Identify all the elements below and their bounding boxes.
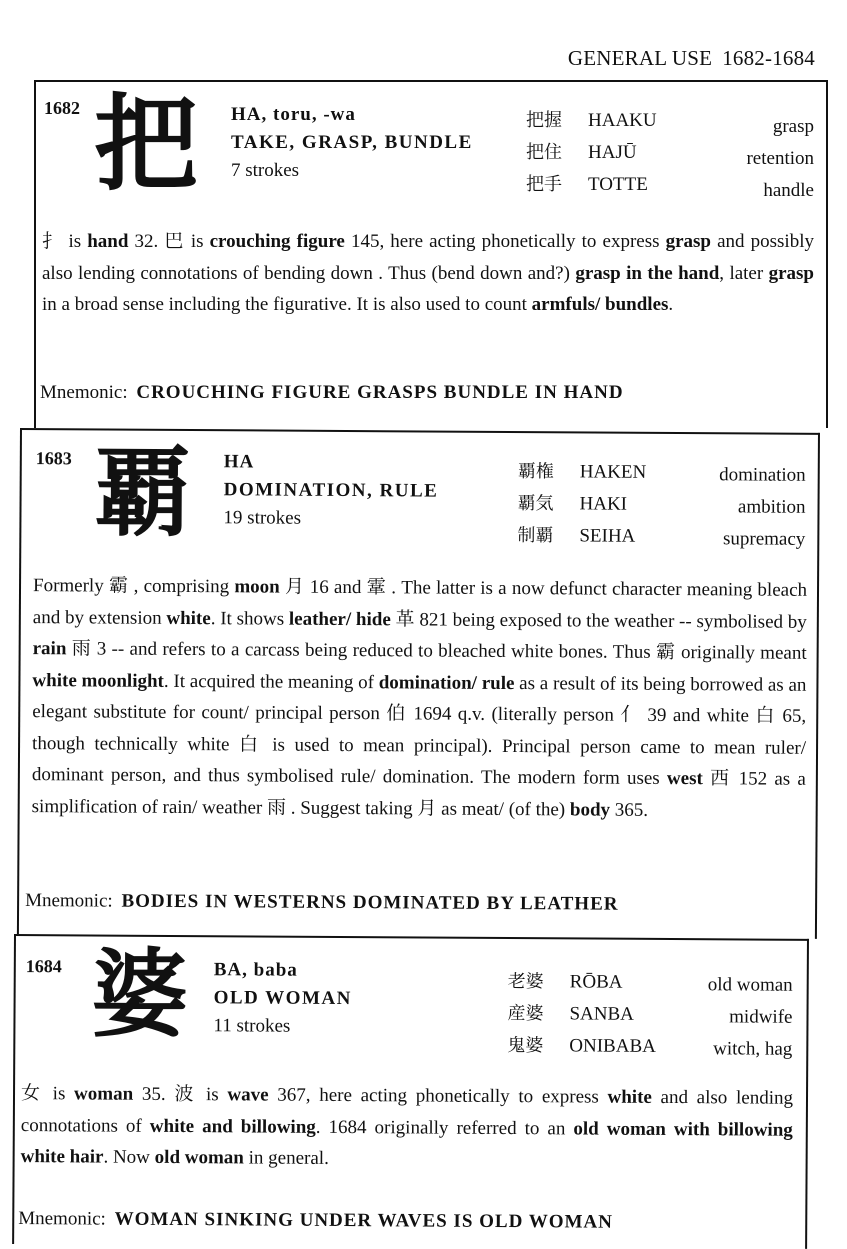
- compound-list: [517, 457, 646, 554]
- compound-row: [526, 170, 657, 202]
- kanji-glyph: 雨: [266, 796, 287, 819]
- text-run: , later: [719, 262, 769, 284]
- text-run: 1694 q.v. (literally person: [406, 703, 621, 726]
- compound-gloss: old woman: [707, 974, 793, 996]
- entry-reading: HA: [223, 451, 255, 473]
- kanji-glyph: 西: [709, 767, 732, 790]
- kanji-entry: [12, 934, 809, 1249]
- compound-kanji: 制覇: [517, 525, 554, 547]
- compound-romaji: SANBA: [569, 1003, 634, 1025]
- keyword: rain: [32, 638, 67, 660]
- keyword: grasp: [665, 231, 711, 252]
- keyword: west: [666, 767, 703, 790]
- entry-meaning: TAKE, GRASP, BUNDLE: [231, 132, 473, 153]
- text-run: 145, here acting phonetically to express: [344, 231, 666, 252]
- compound-gloss: ambition: [737, 496, 806, 518]
- keyword: old woman: [154, 1146, 244, 1169]
- page-header: [568, 46, 815, 71]
- mnemonic: [40, 382, 624, 404]
- compound-gloss: witch, hag: [713, 1038, 793, 1060]
- kanji-glyph: 亻: [620, 703, 642, 726]
- compound-gloss: midwife: [729, 1006, 793, 1028]
- compound-kanji: 老婆: [507, 971, 544, 993]
- compound-list: [526, 106, 657, 202]
- entry-strokes: 19 strokes: [223, 507, 302, 529]
- entry-kanji: 把: [94, 83, 199, 205]
- entry-heading: [223, 451, 438, 530]
- kanji-glyph: 白: [755, 704, 777, 727]
- compound-row: [517, 489, 646, 522]
- entry-number: 1683: [35, 448, 72, 469]
- text-run: . 1684 originally referred to an: [315, 1116, 574, 1139]
- text-run: is: [62, 231, 88, 252]
- kanji-glyph: 扌: [42, 230, 63, 252]
- keyword: crouching figure: [209, 231, 345, 252]
- kanji-glyph: 女: [20, 1082, 45, 1105]
- entry-meaning: OLD WOMAN: [213, 987, 352, 1010]
- compound-gloss: domination: [719, 464, 806, 486]
- text-run: . It shows: [210, 607, 289, 630]
- text-run: as a result of its being borrowed as an elegant substitute for count/ principal person: [32, 672, 807, 725]
- text-run: . The latter is a now defunct character meaning bleach and by extension: [32, 577, 808, 629]
- compound-romaji: HAJŪ: [588, 142, 637, 163]
- compound-romaji: TOTTE: [588, 174, 648, 195]
- kanji-glyph: 革: [395, 607, 415, 630]
- text-run: 35.: [133, 1083, 175, 1105]
- keyword: old woman with billowing white hair: [20, 1117, 793, 1168]
- entry-heading: [231, 104, 473, 182]
- mnemonic-text: BODIES IN WESTERNS DOMINATED BY LEATHER: [121, 890, 619, 915]
- entry-kanji: 覇: [93, 436, 192, 552]
- keyword: moon: [234, 576, 280, 598]
- text-run: is used to mean principal). Principal person came to mean ruler/ dominant person, and thus symbolised rule/ domination. The modern form uses: [31, 733, 807, 789]
- compound-list: [507, 967, 656, 1064]
- keyword: woman: [74, 1083, 134, 1105]
- entry-explanation: [42, 226, 814, 321]
- text-run: is: [197, 1084, 228, 1106]
- compound-kanji: 産婆: [507, 1003, 544, 1025]
- keyword: body: [569, 798, 611, 821]
- text-run: , comprising: [128, 575, 235, 598]
- compound-kanji: 把住: [526, 142, 562, 163]
- keyword: leather/ hide: [288, 608, 391, 630]
- keyword: white and billowing: [149, 1115, 316, 1138]
- mnemonic: [18, 1208, 613, 1234]
- kanji-glyph: 月: [417, 796, 437, 820]
- text-run: 152 as a simplification of rain/ weather: [31, 768, 806, 819]
- text-run: 367, here acting phonetically to express: [268, 1084, 608, 1108]
- compound-row: [517, 521, 646, 554]
- text-run: . It acquired the meaning of: [163, 670, 379, 693]
- entry-reading: BA, baba: [213, 959, 298, 981]
- keyword: grasp: [768, 262, 814, 284]
- kanji-glyph: 霸: [108, 574, 129, 597]
- compound-romaji: HAKI: [579, 493, 628, 515]
- mnemonic: [25, 890, 619, 916]
- entry-strokes: 11 strokes: [213, 1015, 291, 1037]
- compound-romaji: HAAKU: [588, 110, 657, 131]
- text-run: . Now: [103, 1146, 155, 1168]
- mnemonic-label: Mnemonic:: [18, 1208, 106, 1230]
- text-run: 3 -- and refers to a carcass being reduced to bleached white bones. Thus: [91, 638, 657, 663]
- kanji-glyph: 伯: [386, 702, 408, 725]
- compound-kanji: 覇権: [517, 461, 554, 483]
- keyword: white: [166, 607, 211, 629]
- text-run: . Suggest taking: [285, 797, 418, 819]
- text-run: and possibly also lending connotations of bending down . Thus (bend down and?): [42, 231, 814, 284]
- text-run: 39 and white: [640, 704, 756, 727]
- compound-gloss: retention: [746, 148, 814, 169]
- compound-row: [507, 1031, 656, 1064]
- header-label: GENERAL USE: [567, 46, 713, 70]
- kanji-glyph: 䨣: [366, 576, 387, 599]
- text-run: 32.: [128, 231, 165, 252]
- compound-glosses: [719, 464, 806, 561]
- text-run: Formerly: [32, 575, 110, 597]
- entry-explanation: [21, 1078, 794, 1177]
- entry-strokes: 7 strokes: [231, 160, 300, 181]
- text-run: in a broad sense including the figurative. It is also used to count: [42, 294, 532, 315]
- keyword: white: [607, 1086, 652, 1108]
- compound-kanji: 把手: [526, 174, 562, 195]
- entry-heading: [213, 959, 352, 1038]
- text-run: and also lending connotations of: [20, 1086, 794, 1137]
- header-range: 1682-1684: [722, 46, 815, 70]
- compound-gloss: handle: [763, 180, 814, 201]
- compound-gloss: supremacy: [722, 528, 806, 550]
- text-run: .: [668, 294, 674, 315]
- kanji-glyph: 波: [174, 1082, 198, 1106]
- kanji-glyph: 月: [284, 575, 305, 598]
- compound-romaji: SEIHA: [579, 525, 636, 547]
- kanji-glyph: 霸: [655, 640, 676, 664]
- compound-row: [518, 457, 647, 490]
- text-run: 16 and: [304, 576, 367, 599]
- compound-kanji: 把握: [526, 110, 562, 131]
- mnemonic-label: Mnemonic:: [25, 890, 113, 912]
- keyword: white moonlight: [32, 669, 164, 692]
- compound-romaji: HAKEN: [579, 461, 647, 483]
- entry-number: 1682: [44, 98, 80, 118]
- text-run: in general.: [243, 1147, 329, 1169]
- text-run: as meat/ (of the): [436, 798, 570, 820]
- kanji-glyph: 白: [238, 732, 263, 755]
- entry-meaning: DOMINATION, RULE: [223, 479, 439, 502]
- compound-gloss: grasp: [772, 116, 814, 137]
- text-run: 365.: [610, 799, 649, 821]
- entry-number: 1684: [25, 956, 62, 977]
- kanji-glyph: 巴: [164, 230, 185, 252]
- compound-romaji: ONIBABA: [569, 1035, 656, 1057]
- compound-row: [508, 967, 657, 1000]
- mnemonic-text: WOMAN SINKING UNDER WAVES IS OLD WOMAN: [114, 1208, 613, 1233]
- compound-romaji: RŌBA: [569, 971, 623, 993]
- mnemonic-text: CROUCHING FIGURE GRASPS BUNDLE IN HAND: [136, 382, 624, 403]
- kanji-entry: [17, 428, 820, 939]
- entry-kanji: 婆: [91, 938, 188, 1052]
- keyword: armfuls/ bundles: [531, 294, 669, 315]
- compound-glosses: [746, 116, 814, 212]
- text-run: 65, though technically white: [32, 705, 807, 755]
- text-run: originally meant: [675, 642, 807, 664]
- compound-kanji: 覇気: [517, 493, 554, 515]
- text-run: 821 being exposed to the weather -- symbolised by: [414, 608, 807, 633]
- compound-kanji: 鬼婆: [507, 1035, 544, 1057]
- entry-reading: HA, toru, -wa: [231, 104, 356, 125]
- text-run: is: [43, 1083, 75, 1105]
- kanji-glyph: 雨: [71, 637, 92, 660]
- text-run: is: [184, 231, 210, 252]
- compound-row: [526, 138, 657, 170]
- mnemonic-label: Mnemonic:: [40, 382, 128, 403]
- keyword: domination/ rule: [378, 671, 515, 694]
- keyword: grasp in the hand: [575, 262, 720, 284]
- compound-glosses: [707, 974, 793, 1071]
- entry-explanation: [32, 570, 808, 827]
- kanji-entry: [34, 80, 828, 428]
- compound-row: [507, 999, 656, 1032]
- keyword: hand: [87, 231, 129, 252]
- compound-row: [526, 106, 657, 138]
- keyword: wave: [227, 1084, 269, 1106]
